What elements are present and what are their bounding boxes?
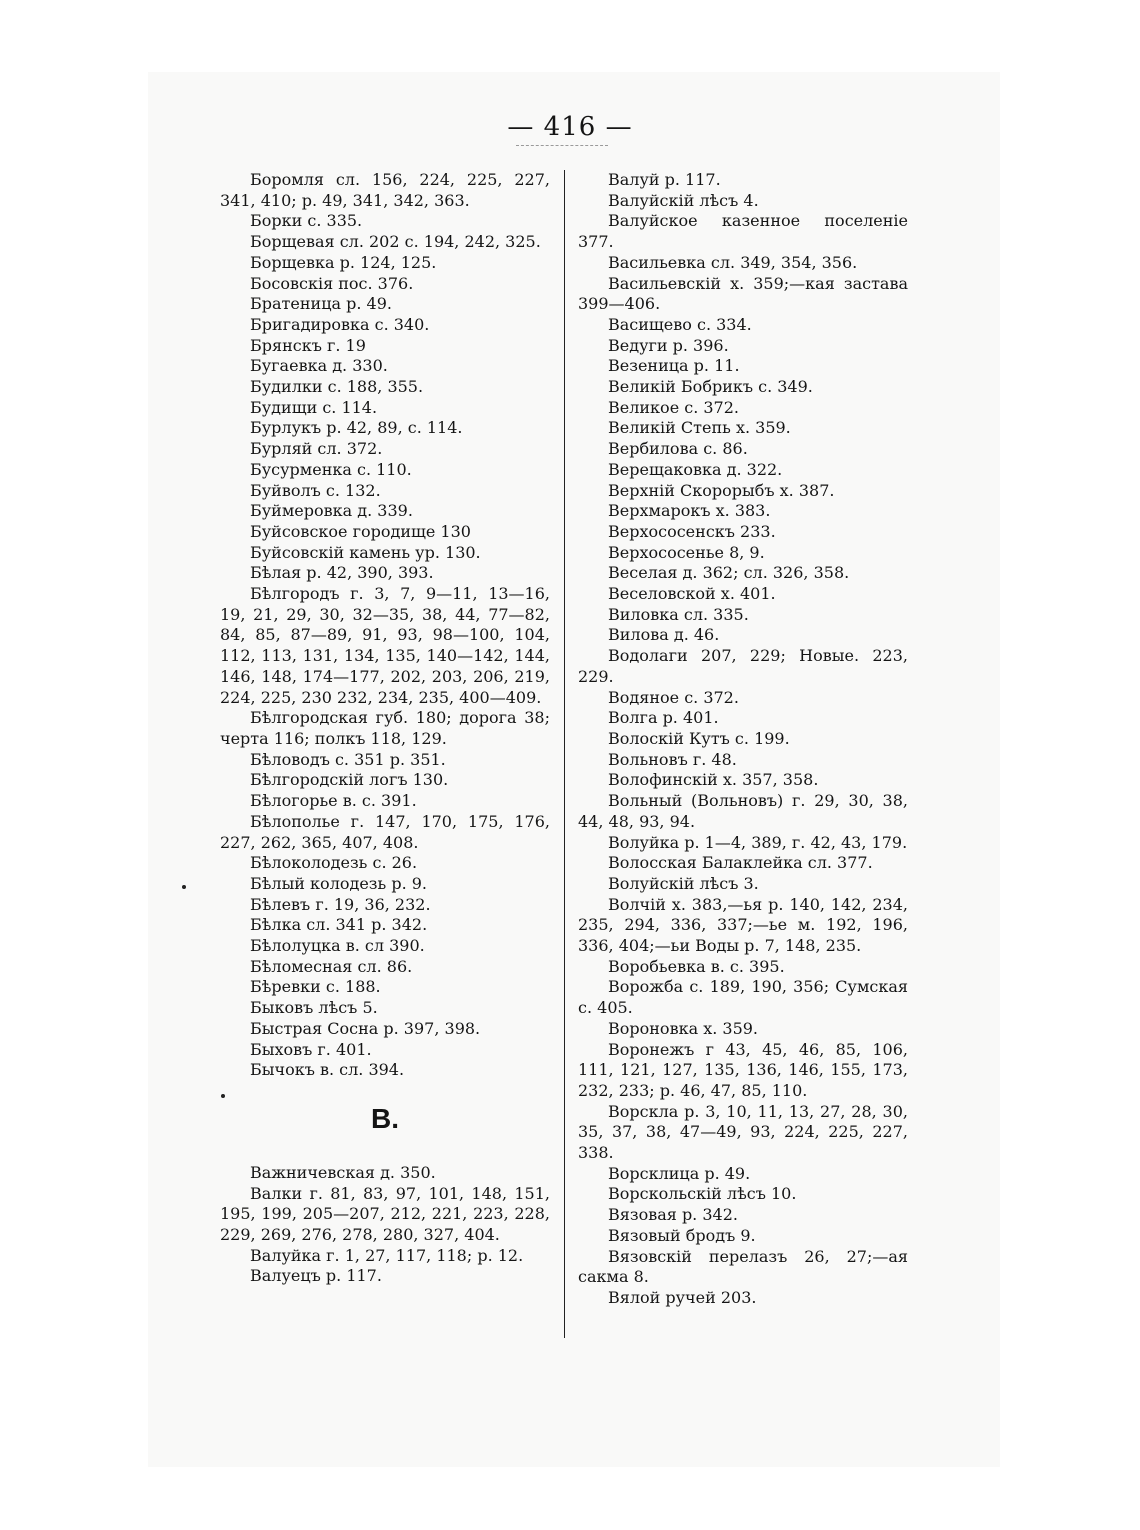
- index-entry: Бѣлополье г. 147, 170, 175, 176, 227, 262, 365, 407, 408.: [220, 811, 550, 852]
- index-entry: Верхососенскъ 233.: [608, 521, 776, 541]
- index-entry: Буйсовскій камень ур. 130.: [250, 542, 481, 562]
- index-entry: Волуйскій лѣсъ 3.: [608, 873, 759, 893]
- index-entry: Волчій х. 383,—ья р. 140, 142, 234, 235, 294, 336, 337;—ье м. 192, 196, 336, 404;—ьи Воды р. 7, 148, 235.: [578, 894, 908, 956]
- index-entry: Веселая д. 362; сл. 326, 358.: [608, 563, 850, 583]
- index-entry: Великое с. 372.: [608, 397, 739, 417]
- index-entry: Буйсовское городище 130: [250, 521, 471, 541]
- index-entry: Валки г. 81, 83, 97, 101, 148, 151, 195, 199, 205—207, 212, 221, 223, 228, 229, 269, 276, 278, 280, 327, 404.: [220, 1183, 550, 1245]
- index-entry: Бѣловодъ с. 351 р. 351.: [250, 749, 446, 769]
- index-entry: Волоскій Кутъ с. 199.: [608, 728, 790, 748]
- index-entry: Бычокъ в. сл. 394.: [250, 1060, 405, 1080]
- index-entry: Бѣлгородская губ. 180; дорога 38; черта 116; полкъ 118, 129.: [220, 708, 550, 748]
- index-entry: Будилки с. 188, 355.: [250, 377, 424, 397]
- column-divider: [564, 170, 565, 1338]
- index-entry: Бусурменка с. 110.: [250, 459, 412, 479]
- index-entry: Васильевскій х. 359;—кая застава 399—406.: [578, 273, 908, 314]
- index-entry: Бурлукъ р. 42, 89, с. 114.: [250, 418, 463, 438]
- index-entry: Валуй р. 117.: [608, 170, 721, 189]
- right-column: [578, 170, 908, 1309]
- index-entry: Бѣломесная сл. 86.: [250, 956, 413, 976]
- index-entry: Бѣлевъ г. 19, 36, 232.: [250, 894, 431, 914]
- index-entry: Вязовая р. 342.: [608, 1205, 738, 1225]
- index-entry: Водолаги 207, 229; Новые. 223, 229.: [578, 646, 908, 686]
- index-entry: Водяное с. 372.: [608, 687, 739, 707]
- index-entry: Вольный (Вольновъ) г. 29, 30, 38, 44, 48, 93, 94.: [578, 791, 908, 831]
- index-entry: Быковъ лѣсъ 5.: [250, 998, 378, 1018]
- index-entry: Бугаевка д. 330.: [250, 356, 388, 376]
- page-number: — 416 —: [507, 112, 633, 142]
- index-entry: Валуйка г. 1, 27, 117, 118; р. 12.: [250, 1245, 524, 1265]
- index-entry: Боромля сл. 156, 224, 225, 227, 341, 410; р. 49, 341, 342, 363.: [220, 170, 550, 210]
- index-entry: Верещаковка д. 322.: [608, 459, 783, 479]
- index-entry: Быховъ г. 401.: [250, 1039, 372, 1059]
- index-entry: Веселовской х. 401.: [608, 584, 776, 604]
- index-entry: Ворожба с. 189, 190, 356; Сумская с. 405.: [578, 977, 908, 1018]
- left-entries-after: [220, 1163, 550, 1287]
- index-entry: Верхній Скорорыбъ х. 387.: [608, 480, 835, 500]
- index-entry: Валуйскій лѣсъ 4.: [608, 190, 759, 210]
- index-entry: Борщевая сл. 202 с. 194, 242, 325.: [250, 232, 541, 252]
- index-entry: Босовскія пос. 376.: [250, 273, 414, 293]
- index-entry: Вязовый бродъ 9.: [608, 1225, 756, 1245]
- index-entry: Везеница р. 11.: [608, 356, 740, 376]
- index-entry: Борщевка р. 124, 125.: [250, 252, 437, 272]
- index-entry: Волуйка р. 1—4, 389, г. 42, 43, 179.: [608, 832, 908, 852]
- index-entry: Бѣлый колодезь р. 9.: [250, 873, 428, 893]
- index-entry: Бѣлоколодезь с. 26.: [250, 853, 418, 873]
- index-entry: Васильевка сл. 349, 354, 356.: [608, 252, 858, 272]
- index-entry: Быстрая Сосна р. 397, 398.: [250, 1018, 481, 1038]
- index-entry: Бѣлогорье в. с. 391.: [250, 791, 417, 811]
- margin-dot-mark: [182, 885, 186, 889]
- index-entry: Воробьевка в. с. 395.: [608, 956, 785, 976]
- index-entry: Братеница р. 49.: [250, 294, 392, 314]
- index-entry: Вербилова с. 86.: [608, 439, 748, 459]
- index-entry: Ворскольскій лѣсъ 10.: [608, 1184, 797, 1204]
- index-entry: Вязовскій перелазъ 26, 27;—ая сакма 8.: [578, 1246, 908, 1287]
- index-entry: Великій Степь х. 359.: [608, 418, 791, 438]
- index-entry: Важничевская д. 350.: [250, 1162, 436, 1182]
- index-entry: Вороновка х. 359.: [608, 1018, 759, 1038]
- index-entry: Валуйское казенное поселеніе 377.: [578, 211, 908, 252]
- index-entry: Вилова д. 46.: [608, 625, 720, 645]
- index-entry: Бѣлгородъ г. 3, 7, 9—11, 13—16, 19, 21, 29, 30, 32—35, 38, 44, 77—82, 84, 85, 87—89, 91, 93, 98—100, 104, 112, 113, 131, 134, 135, 140—142, 144, 146, 148, 174—177, 202, 203, 206, 219, 224, 225, 230 232, 234, 235, 400—409.: [220, 584, 550, 707]
- index-entry: Бѣлолуцка в. сл 390.: [250, 936, 425, 956]
- index-entry: Валуецъ р. 117.: [250, 1266, 382, 1286]
- index-entry: Ворскла р. 3, 10, 11, 13, 27, 28, 30, 35, 37, 38, 47—49, 93, 224, 225, 227, 338.: [578, 1101, 908, 1163]
- index-entry: Бригадировка с. 340.: [250, 314, 430, 334]
- index-entry: Васищево с. 334.: [608, 314, 752, 334]
- index-entry: Бурляй сл. 372.: [250, 439, 383, 459]
- index-entry: Великій Бобрикъ с. 349.: [608, 377, 813, 397]
- index-entry: Воронежъ г 43, 45, 46, 85, 106, 111, 121, 127, 135, 136, 146, 155, 173, 232, 233; р. 46, 47, 85, 110.: [578, 1039, 908, 1100]
- index-entry: Бѣлка сл. 341 р. 342.: [250, 915, 428, 935]
- page-number-ornament: [516, 145, 608, 146]
- index-entry: Бѣлгородскій логъ 130.: [250, 770, 449, 790]
- left-entries-before: [220, 170, 550, 1081]
- index-entry: Виловка сл. 335.: [608, 604, 749, 624]
- index-entry: Волга р. 401.: [608, 708, 719, 728]
- index-entry: Бѣревки с. 188.: [250, 977, 381, 997]
- section-heading-v: В.: [371, 1102, 399, 1134]
- index-entry: Верхососенье 8, 9.: [608, 542, 765, 562]
- index-entry: Волосская Балаклейка сл. 377.: [608, 853, 873, 873]
- index-entry: Бѣлая р. 42, 390, 393.: [250, 563, 434, 583]
- index-entry: Брянскъ г. 19: [250, 335, 366, 355]
- index-entry: Ворсклица р. 49.: [608, 1163, 751, 1183]
- margin-dot-mark: [221, 1094, 225, 1098]
- left-column: [220, 170, 550, 1287]
- index-entry: Ведуги р. 396.: [608, 335, 729, 355]
- index-entry: Верхмарокъ х. 383.: [608, 501, 771, 521]
- index-entry: Будищи с. 114.: [250, 397, 378, 417]
- index-entry: Волофинскій х. 357, 358.: [608, 770, 819, 790]
- index-entry: Борки с. 335.: [250, 211, 363, 231]
- index-entry: Буймеровка д. 339.: [250, 501, 413, 521]
- index-entry: Вольновъ г. 48.: [608, 749, 737, 769]
- index-entry: Вялой ручей 203.: [608, 1287, 757, 1307]
- index-entry: Буйволъ с. 132.: [250, 480, 381, 500]
